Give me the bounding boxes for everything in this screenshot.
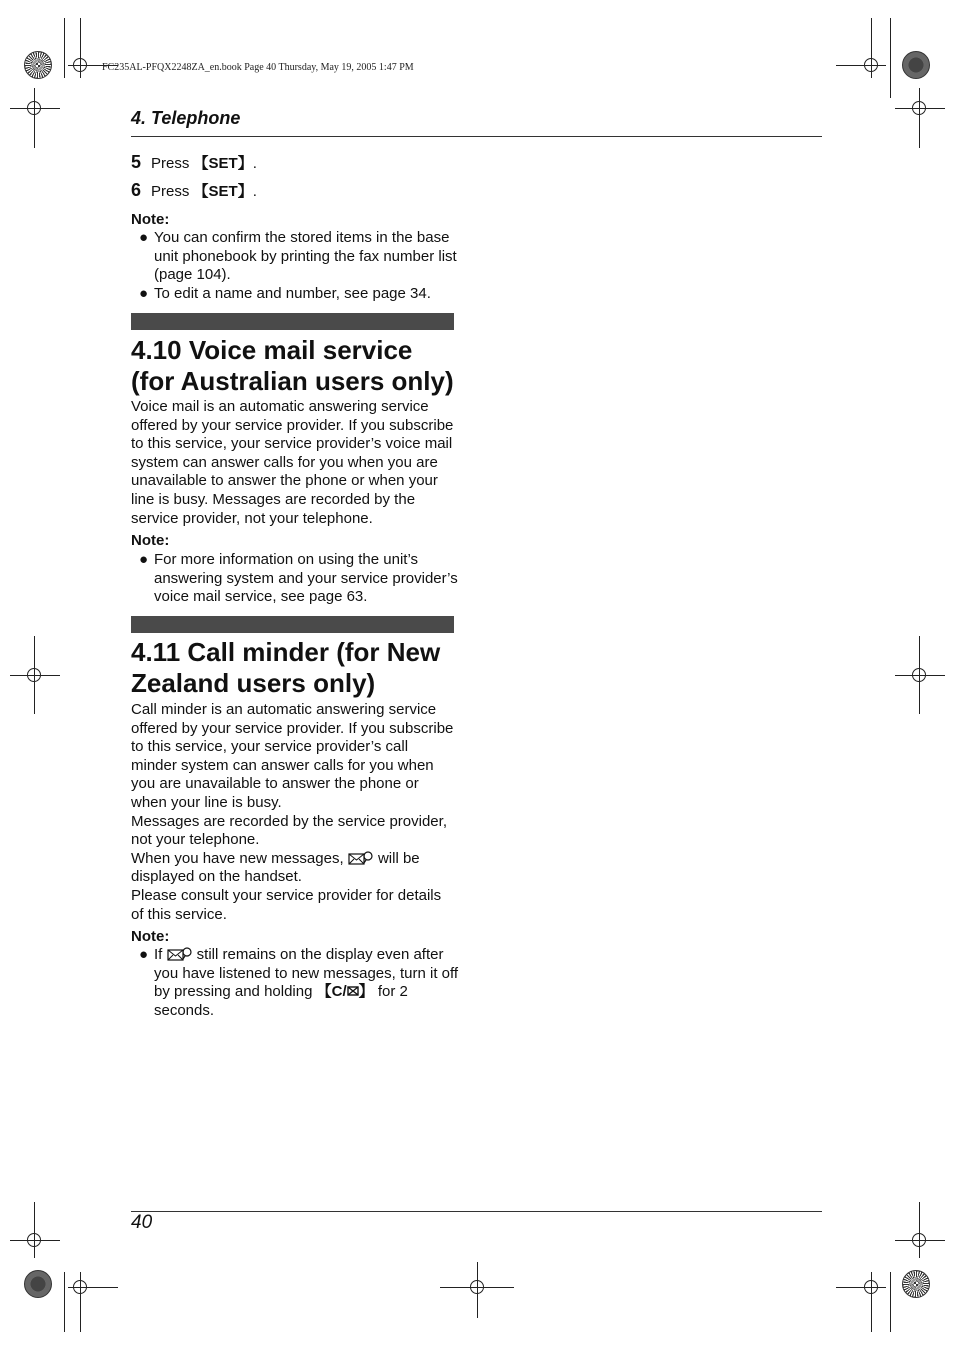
crosshair-icon [27,101,41,115]
page-number: 40 [131,1212,153,1233]
crosshair-icon [73,1280,87,1294]
step-6: 6 Press 【SET】. [131,180,257,200]
set-key: SET [208,155,238,172]
section-bar [131,616,454,633]
set-key: SET [208,183,238,200]
bullet-icon: ● [139,229,149,246]
step-number: 5 [131,152,142,172]
registration-burst-icon [24,1270,52,1298]
crosshair-icon [27,1233,41,1247]
book-file-header: FC235AL-PFQX2248ZA_en.book Page 40 Thursday, May 19, 2005 1:47 PM [102,62,414,73]
note-bullet: ● If still remains on the display even after you have listened to new messages, turn it off by pressing and holding 【C/ 】 for 2 seconds. [139,946,459,1019]
header-rule [131,136,822,137]
crosshair-icon [912,101,926,115]
step-number: 6 [131,180,142,200]
crosshair-icon [470,1280,484,1294]
bullet-icon: ● [139,946,149,963]
registration-burst-icon [24,51,52,79]
erase-envelope-icon [347,985,359,997]
section-title-4-10: 4.10 Voice mail service (for Australian users only) [131,335,454,396]
note-bullet: ● You can confirm the stored items in the base unit phonebook by printing the fax number list (page 104). [139,229,457,284]
crosshair-icon [864,58,878,72]
clear-key: C/ [331,983,347,1001]
crosshair-icon [912,668,926,682]
step-5: 5 Press 【SET】. [131,152,257,172]
message-envelope-icon [167,947,193,961]
step-text: Press [151,183,194,200]
note-heading: Note: [131,211,170,228]
chapter-title: 4. Telephone [131,108,241,128]
step-text: Press [151,155,194,172]
bullet-icon: ● [139,551,149,568]
section-title-4-11: 4.11 Call minder (for New Zealand users only) [131,637,441,698]
bullet-icon: ● [139,285,149,302]
note-heading: Note: [131,928,170,945]
section-body: Call minder is an automatic answering service offered by your service provider. If you subscribe to this service, your service provider’s call minder system can answer calls for you when you are unavailable to answer the phone or when your line is busy. Messages are recorded by the service provider, not your telephone. When you have new messages, will be displayed on the handset. Please consult your service provider for details of this service. [131,701,454,923]
note-bullet: ● To edit a name and number, see page 34. [139,285,431,302]
crosshair-icon [912,1233,926,1247]
note-heading: Note: [131,532,170,549]
note-bullet: ● For more information on using the unit’s answering system and your service provider’s voice mail service, see page 63. [139,551,458,606]
registration-burst-icon [902,51,930,79]
registration-burst-icon [902,1270,930,1298]
section-bar [131,313,454,330]
crosshair-icon [27,668,41,682]
crosshair-icon [864,1280,878,1294]
footer-rule [131,1211,822,1212]
section-body: Voice mail is an automatic answering service offered by your service provider. If you subscribe to this service, your service provider’s voice mail system can answer calls for you when you are unavailable to answer the phone or when your line is busy. Messages are recorded by the service provider, not your telephone. [131,398,454,527]
crosshair-icon [73,58,87,72]
message-envelope-icon [348,851,374,865]
